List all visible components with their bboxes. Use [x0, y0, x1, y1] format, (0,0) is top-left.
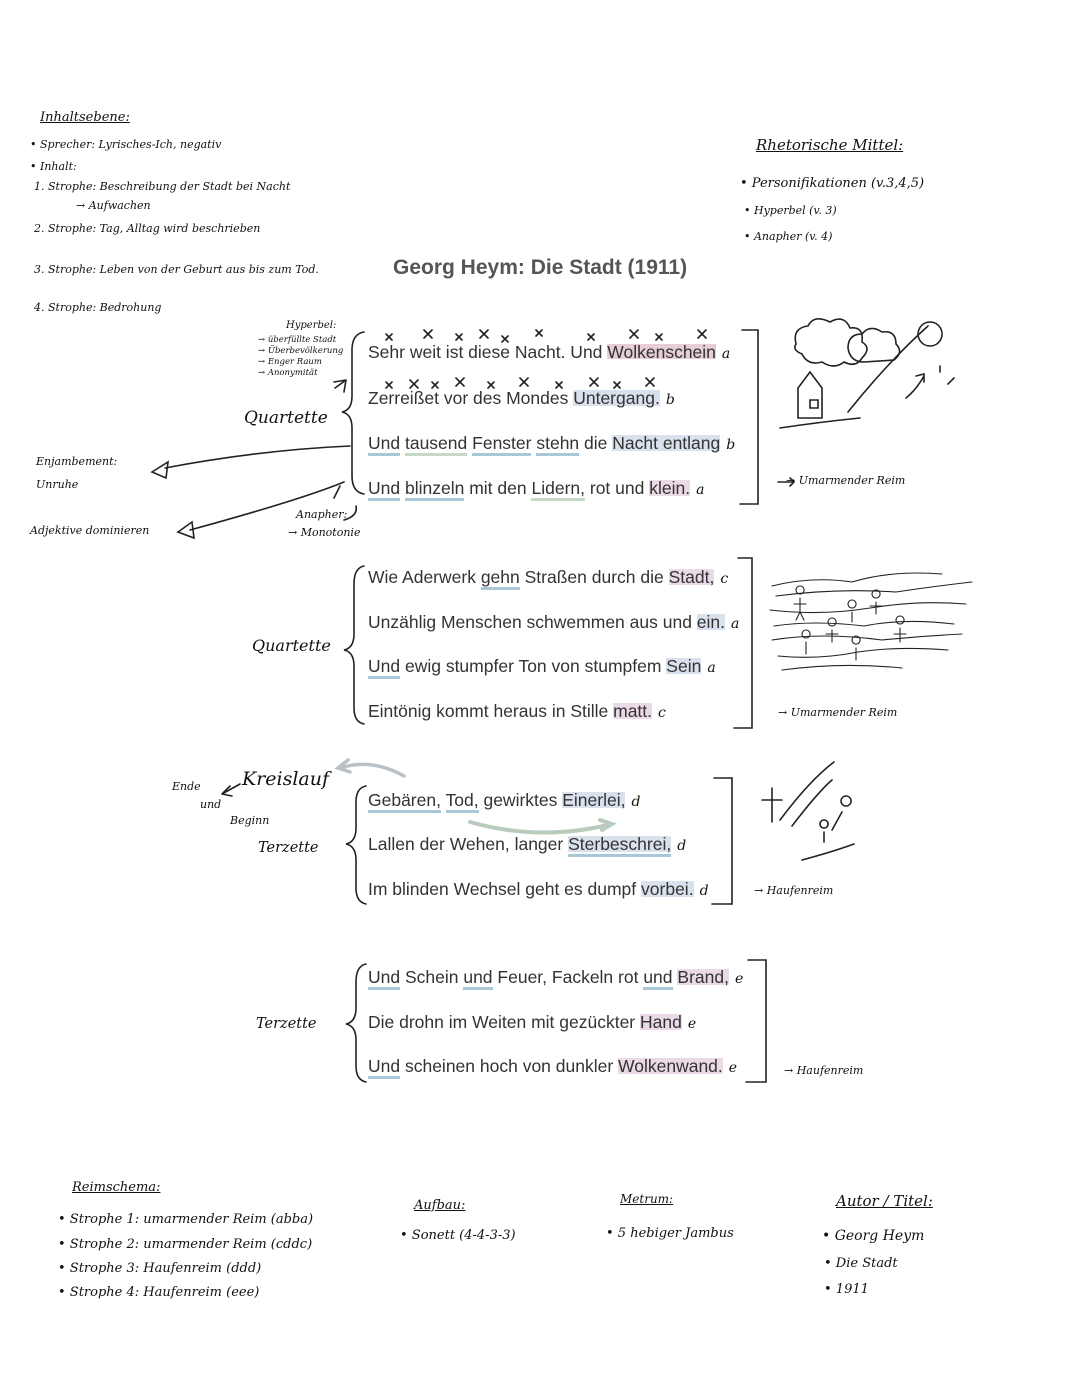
verse-line: Und Schein und Feuer, Fackeln rot und Brand, e — [368, 967, 743, 988]
quartette-label: Quartette — [244, 408, 328, 428]
inhalt-strophe-2: 2. Strophe: Tag, Alltag wird beschrieben — [34, 222, 261, 235]
adjektive-arrow — [190, 482, 344, 530]
terzette-label: Terzette — [256, 1016, 317, 1032]
inhalt-strophe-1: 1. Strophe: Beschreibung der Stadt bei Nacht — [34, 180, 291, 193]
metrum-heading: Metrum: — [620, 1192, 674, 1206]
inhalt-strophe-1-note: → Aufwachen — [76, 199, 151, 212]
inhalt-strophe-4: 4. Strophe: Bedrohung — [34, 301, 162, 314]
bracket-stanza-1 — [740, 330, 758, 504]
ende-label: Ende — [172, 780, 201, 793]
crowd-sketch — [770, 573, 972, 670]
brace-stanza-2 — [344, 566, 364, 724]
hyperbel-list: → überfüllte Stadt → Überbevölkerung → Enger Raum → Anonymität — [258, 335, 344, 378]
inhaltsebene-heading: Inhaltsebene: — [40, 110, 130, 125]
enjambement-label: Enjambement: — [36, 455, 118, 468]
metrum-item: • 5 hebiger Jambus — [606, 1226, 734, 1241]
reimschema-heading: Reimschema: — [72, 1180, 161, 1195]
verse-line: Die drohn im Weiten mit gezückter Hand e — [368, 1012, 697, 1032]
reimschema-item: • Strophe 3: Haufenreim (ddd) — [58, 1261, 262, 1276]
reimschema-item: • Strophe 4: Haufenreim (eee) — [58, 1285, 260, 1300]
aufbau-heading: Aufbau: — [414, 1198, 466, 1213]
rhetorik-item: • Anapher (v. 4) — [744, 230, 833, 243]
inhalt-strophe-3: 3. Strophe: Leben von der Geburt aus bis zum Tod. — [34, 263, 319, 276]
rhetorik-item: • Hyperbel (v. 3) — [744, 204, 837, 217]
poem-title: Georg Heym: Die Stadt (1911) — [393, 256, 688, 279]
verse-line: Sehr weit ist diese Nacht. Und Wolkenschein a — [368, 342, 731, 362]
rhyme-type-label: → Umarmender Reim — [778, 706, 898, 719]
bracket-stanza-2 — [734, 558, 752, 728]
autor-item: • Georg Heym — [822, 1228, 925, 1244]
kreislauf-curve-arrow — [338, 760, 404, 776]
unruhe-label: Unruhe — [36, 478, 79, 491]
reimschema-item: • Strophe 1: umarmender Reim (abba) — [58, 1212, 314, 1227]
beginn-label: Beginn — [230, 814, 270, 827]
verse-line: Wie Aderwerk gehn Straßen durch die Stadt, c — [368, 567, 728, 588]
verse-line: Lallen der Wehen, langer Sterbeschrei, d — [368, 834, 686, 855]
quartette-label: Quartette — [252, 636, 331, 655]
kreislauf-label: Kreislauf — [242, 768, 330, 790]
autor-heading: Autor / Titel: — [836, 1192, 933, 1210]
autor-item: • 1911 — [824, 1282, 869, 1297]
verse-line: Und blinzeln mit den Lidern, rot und klein. a — [368, 478, 704, 499]
brace-stanza-4 — [346, 964, 366, 1082]
bracket-stanza-3 — [712, 778, 732, 904]
hyperbel-label: Hyperbel: — [286, 320, 337, 331]
rhetorik-item: • Personifikationen (v.3,4,5) — [740, 176, 925, 191]
life-death-sketch — [762, 762, 854, 860]
terzette-label: Terzette — [258, 840, 319, 856]
brace-stanza-3 — [346, 786, 366, 904]
aufbau-item: • Sonett (4-4-3-3) — [400, 1228, 516, 1243]
verse-line: Unzählig Menschen schwemmen aus und ein. a — [368, 612, 740, 632]
kreislauf-arrow — [470, 820, 612, 833]
anapher-label: Anapher: — [296, 508, 348, 521]
verse-line: Und tausend Fenster stehn die Nacht entlang b — [368, 433, 735, 454]
rhyme-type-label: → Haufenreim — [784, 1064, 864, 1077]
verse-line: Eintönig kommt heraus in Stille matt. c — [368, 701, 666, 721]
adjektive-label: Adjektive dominieren — [30, 524, 150, 537]
reimschema-item: • Strophe 2: umarmender Reim (cddc) — [58, 1237, 313, 1252]
inhalt-sprecher: • Sprecher: Lyrisches-Ich, negativ — [30, 138, 222, 151]
rhetorik-heading: Rhetorische Mittel: — [756, 136, 904, 154]
bracket-stanza-4 — [746, 960, 766, 1082]
monotonie-label: → Monotonie — [288, 526, 361, 539]
verse-line: Zerreißet vor des Mondes Untergang. b — [368, 388, 675, 408]
enjambement-arrow — [165, 446, 350, 468]
rhyme-type-label: → Haufenreim — [754, 884, 834, 897]
autor-item: • Die Stadt — [824, 1256, 898, 1271]
brace-stanza-1 — [342, 332, 364, 494]
verse-line: Und scheinen hoch von dunkler Wolkenwand. e — [368, 1056, 737, 1077]
verse-line: Und ewig stumpfer Ton von stumpfem Sein a — [368, 656, 716, 677]
city-night-sketch — [780, 319, 954, 428]
verse-line: Gebären, Tod, gewirktes Einerlei, d — [368, 790, 640, 811]
verse-line: Im blinden Wechsel geht es dumpf vorbei. d — [368, 879, 709, 899]
rhyme-type-label: → Umarmender Reim — [786, 474, 906, 487]
inhalt-label: • Inhalt: — [30, 160, 77, 173]
und-label: und — [200, 798, 222, 811]
